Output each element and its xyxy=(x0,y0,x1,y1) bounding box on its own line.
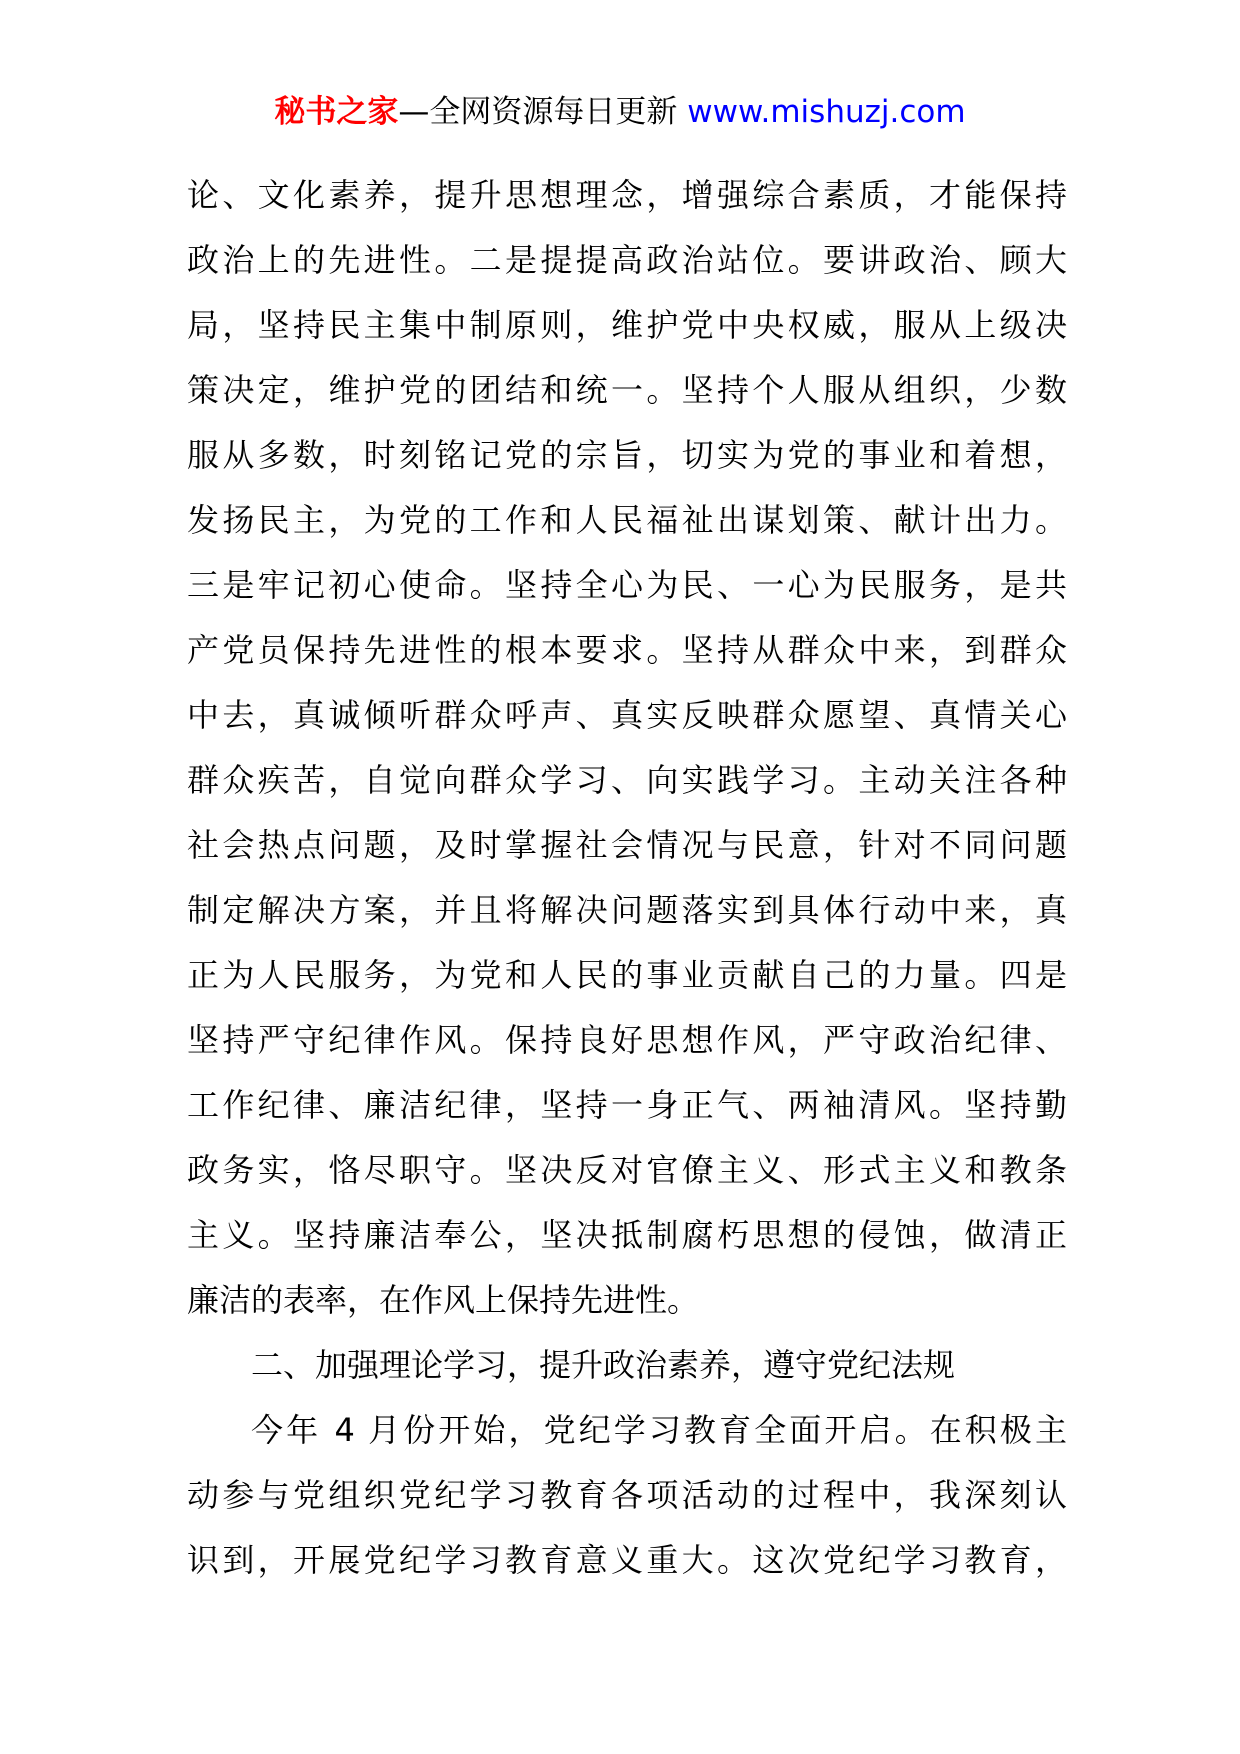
text-line: 策决定，维护党的团结和统一。坚持个人服从组织，少数 xyxy=(187,371,1067,409)
text-line: 论、文化素养，提升思想理念，增强综合素质，才能保持 xyxy=(187,176,1067,214)
text-line: 服从多数，时刻铭记党的宗旨，切实为党的事业和着想， xyxy=(187,436,1067,474)
section-heading: 二、加强理论学习，提升政治素养，遵守党纪法规 xyxy=(251,1346,956,1384)
text-line: 中去，真诚倾听群众呼声、真实反映群众愿望、真情关心 xyxy=(187,696,1067,734)
text-line: 产党员保持先进性的根本要求。坚持从群众中来，到群众 xyxy=(187,631,1067,669)
text-line: 正为人民服务，为党和人民的事业贡献自己的力量。四是 xyxy=(187,956,1067,994)
text-line: 廉洁的表率，在作风上保持先进性。 xyxy=(187,1281,700,1319)
document-body xyxy=(187,163,1067,1593)
text-line: 今年 4 月份开始，党纪学习教育全面开启。在积极主 xyxy=(251,1411,1067,1449)
text-line: 三是牢记初心使命。坚持全心为民、一心为民服务，是共 xyxy=(187,566,1067,604)
text-line: 发扬民主，为党的工作和人民福祉出谋划策、献计出力。 xyxy=(187,501,1067,539)
text-line: 政务实，恪尽职守。坚决反对官僚主义、形式主义和教条 xyxy=(187,1151,1067,1189)
site-header xyxy=(0,92,1240,132)
site-url[interactable]: www.mishuzj.com xyxy=(687,94,966,130)
text-line: 政治上的先进性。二是提提高政治站位。要讲政治、顾大 xyxy=(187,241,1067,279)
text-line: 动参与党组织党纪学习教育各项活动的过程中，我深刻认 xyxy=(187,1476,1067,1514)
site-brand: 秘书之家 xyxy=(274,94,399,130)
text-line: 局，坚持民主集中制原则，维护党中央权威，服从上级决 xyxy=(187,306,1067,344)
text-line: 制定解决方案，并且将解决问题落实到具体行动中来，真 xyxy=(187,891,1067,929)
text-line: 坚持严守纪律作风。保持良好思想作风，严守政治纪律、 xyxy=(187,1021,1067,1059)
text-line: 工作纪律、廉洁纪律，坚持一身正气、两袖清风。坚持勤 xyxy=(187,1086,1067,1124)
text-line: 社会热点问题，及时掌握社会情况与民意，针对不同问题 xyxy=(187,826,1067,864)
text-line: 群众疾苦，自觉向群众学习、向实践学习。主动关注各种 xyxy=(187,761,1067,799)
text-line: 识到，开展党纪学习教育意义重大。这次党纪学习教育， xyxy=(187,1541,1067,1579)
site-tagline: —全网资源每日更新 xyxy=(398,94,688,130)
text-line: 主义。坚持廉洁奉公，坚决抵制腐朽思想的侵蚀，做清正 xyxy=(187,1216,1067,1254)
